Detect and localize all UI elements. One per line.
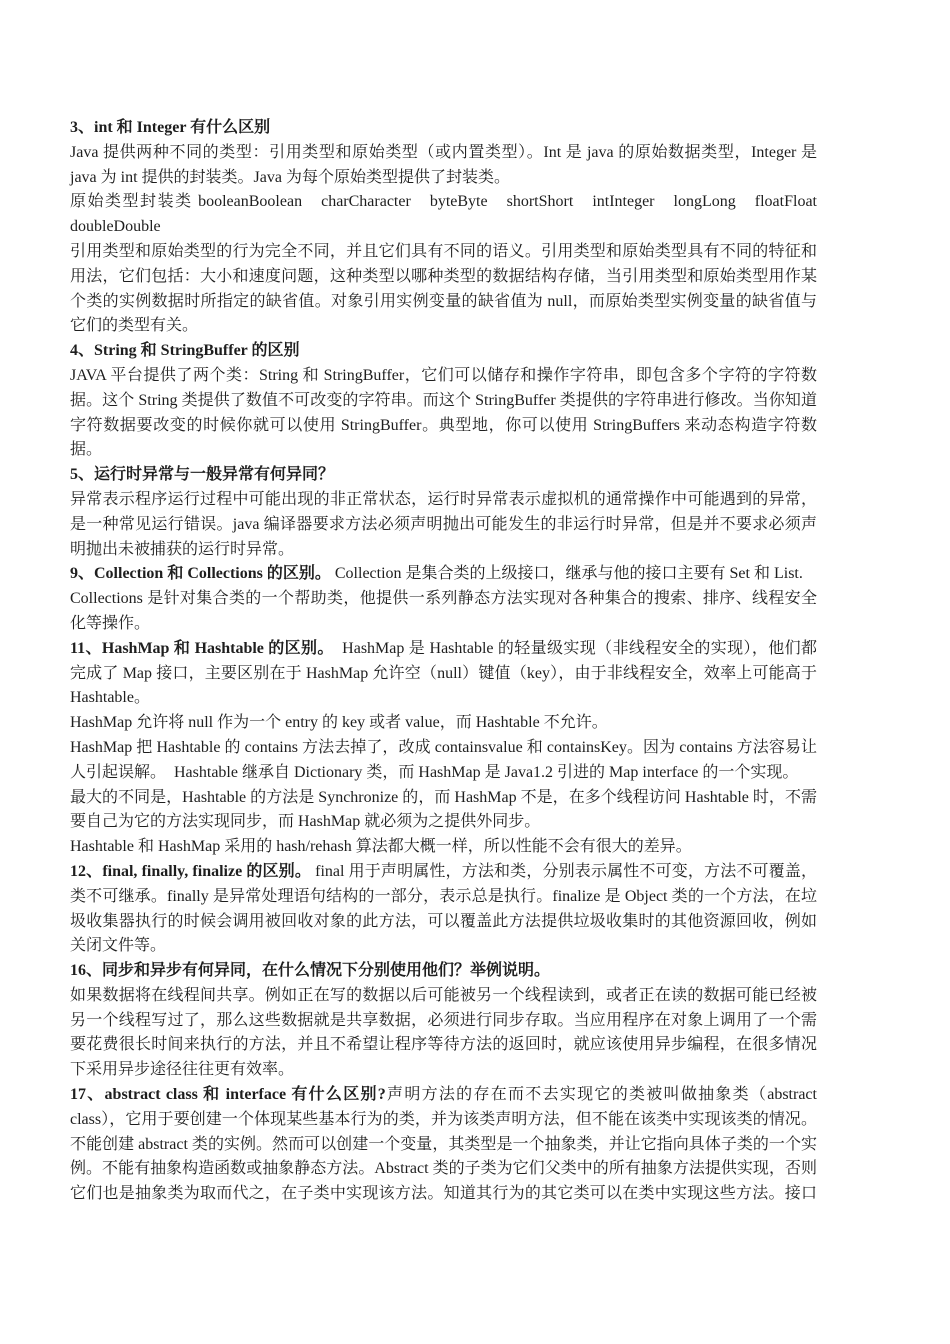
section-heading-9: 9、Collection 和 Collections 的区别。 xyxy=(70,565,331,583)
section-17-lead-text: 声明方法的存在而不去实现它的类被叫做抽象类（abstract class），它用于要创建一个体现某些基本行为的类，并为该类声明方法，但不能在该类中实现该类的情况。不能创建 abstract 类的实例。然而可以创建一个变量，其类型是一个抽象类，并让它指向具体子类的一个实例。不能有抽象构造函数或抽象静态方法。Abstract 类的子类为它们父类中的所有抽象方法提供实现，否则它们也是抽象类为取而代之，在子类中实现该方法。知道其行为的其它类可以在类中实现这些方法。接口 xyxy=(70,1086,817,1203)
section-heading-3: 3、int 和 Integer 有什么区别 xyxy=(70,119,271,136)
paragraph: 异常表示程序运行过程中可能出现的非正常状态，运行时异常表示虚拟机的通常操作中可能遇到的异常，是一种常见运行错误。java 编译器要求方法必须声明抛出可能发生的非运行时异常，但是并不要求必须声明抛出未被捕获的运行时异常。 xyxy=(70,490,817,558)
paragraph: Hashtable 和 HashMap 采用的 hash/rehash 算法都大概一样，所以性能不会有很大的差异。 xyxy=(70,838,692,856)
section-heading-12: 12、final, finally, finalize 的区别。 xyxy=(70,862,311,880)
section-heading-16: 16、同步和异步有何异同，在什么情况下分别使用他们？举例说明。 xyxy=(70,962,551,980)
section-12-lead-text: final 用于声明属性，方法和类，分别表示属性不可变，方法不可覆盖，类不可继承。finally 是异常处理语句结构的一部分，表示总是执行。finalize 是 Object 类的一个方法，在垃圾收集器执行的时候会调用被回收对象的此方法，可以覆盖此方法提供垃圾收集时的其他资源回收，例如关闭文件等。 xyxy=(70,862,817,955)
section-9-lead-text: Collection 是集合类的上级接口，继承与他的接口主要有 Set 和 List. xyxy=(330,565,803,583)
section-11-lead-text: HashMap 是 Hashtable 的轻量级实现（非线程安全的实现），他们都完成了 Map 接口，主要区别在于 HashMap 允许空（null）键值（key），由于非线程安全，效率上可能高于 Hashtable。 xyxy=(70,639,817,707)
paragraph: HashMap 把 Hashtable 的 contains 方法去掉了，改成 containsvalue 和 containsKey。因为 contains 方法容易让人引起误解。 Hashtable 继承自 Dictionary 类，而 HashMap 是 Java1.2 引进的 Map interface 的一个实现。 xyxy=(70,738,817,781)
paragraph-wrapper-types: 原始类型封装类 booleanBoolean charCharacter byteByte shortShort intInteger longLong floatFloat doubleDouble xyxy=(70,193,834,236)
section-heading-4: 4、String 和 StringBuffer 的区别 xyxy=(70,342,300,360)
section-9-lead-paragraph xyxy=(70,562,817,587)
paragraph: Collections 是针对集合类的一个帮助类，他提供一系列静态方法实现对各种集合的搜索、排序、线程安全化等操作。 xyxy=(70,590,817,632)
section-heading-5: 5、运行时异常与一般异常有何异同？ xyxy=(70,466,335,484)
paragraph: HashMap 允许将 null 作为一个 entry 的 key 或者 value，而 Hashtable 不允许。 xyxy=(70,714,608,732)
section-17-lead-paragraph xyxy=(70,1083,817,1207)
paragraph: 最大的不同是，Hashtable 的方法是 Synchronize 的，而 HashMap 不是，在多个线程访问 Hashtable 时，不需要自己为它的方法实现同步，而 HashMap 就必须为之提供外同步。 xyxy=(70,788,817,831)
section-12-lead-paragraph xyxy=(70,860,817,959)
section-heading-17: 17、abstract class 和 interface 有什么区别? xyxy=(70,1086,386,1104)
paragraph: Java 提供两种不同的类型：引用类型和原始类型（或内置类型）。Int 是 java 的原始数据类型，Integer 是 java 为 int 提供的封装类。Java 为每个原始类型提供了封装类。 xyxy=(70,143,817,186)
paragraph: JAVA 平台提供了两个类：String 和 StringBuffer，它们可以储存和操作字符串，即包含多个字符的字符数据。这个 String 类提供了数值不可改变的字符串。而这个 StringBuffer 类提供的字符串进行修改。当你知道字符数据要改变的时候你就可以使用 StringBuffer。典型地，你可以使用 StringBuffers 来动态构造字符数据。 xyxy=(70,366,817,459)
paragraph: 引用类型和原始类型的行为完全不同，并且它们具有不同的语义。引用类型和原始类型具有不同的特征和用法，它们包括：大小和速度问题，这种类型以哪种类型的数据结构存储，当引用类型和原始类型用作某个类的实例数据时所指定的缺省值。对象引用实例变量的缺省值为 null，而原始类型实例变量的缺省值与它们的类型有关。 xyxy=(70,242,817,335)
section-heading-11: 11、HashMap 和 Hashtable 的区别。 xyxy=(70,639,326,657)
section-11-lead-paragraph xyxy=(70,637,817,711)
paragraph: 如果数据将在线程间共享。例如正在写的数据以后可能被另一个线程读到，或者正在读的数据可能已经被另一个线程写过了，那么这些数据就是共享数据，必须进行同步存取。当应用程序在对象上调用了一个需要花费很长时间来执行的方法，并且不希望让程序等待方法的返回时，就应该使用异步编程，在很多情况下采用异步途径往往更有效率。 xyxy=(70,986,817,1079)
